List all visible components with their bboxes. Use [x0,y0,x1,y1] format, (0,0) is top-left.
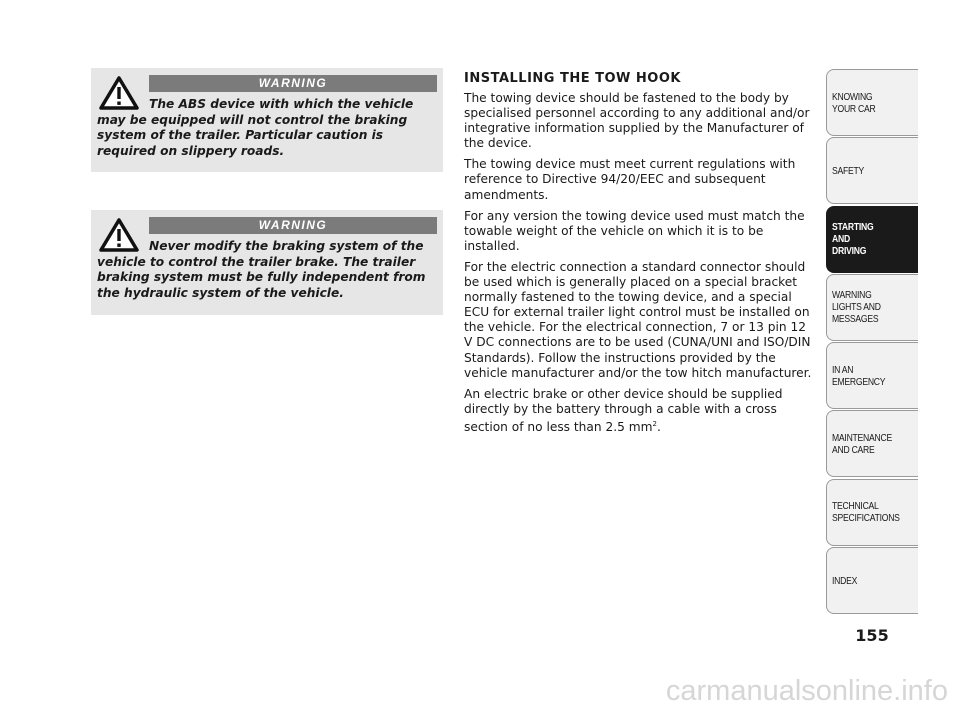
tab-maintenance[interactable] [826,410,918,477]
tab-safety[interactable] [826,137,918,204]
tab-label: INDEX [832,574,858,587]
warning-box-abs [91,68,443,172]
warning-header: WARNING [149,217,437,234]
tab-label: STARTING AND DRIVING [832,221,874,258]
tab-index[interactable] [826,547,918,614]
tab-warning-lights[interactable] [826,274,918,341]
watermark: carmanualsonline.info [665,675,948,707]
paragraph: The towing device must meet current regulations with reference to Directive 94/20/EEC and subsequent amendments. [464,157,796,202]
paragraph: For the electric connection a standard connector should be used which is generally placed on a special bracket normally fastened to the towing device, and a special ECU for external trailer light control must be installed on the vehicle. For the electrical connection, 7 or 13 pin 12 V DC connections are to be used (CUNA/UNI and ISO/DIN Standards). Follow the instructions provided by the vehicle manufacturer and/or the tow hitch manufacturer. [464,259,812,380]
tab-label: KNOWING YOUR CAR [832,90,876,115]
tab-label: MAINTENANCE AND CARE [832,431,892,456]
tab-label: TECHNICAL SPECIFICATIONS [832,500,900,525]
warning-box-trailer-brake [91,210,443,315]
paragraph: The towing device should be fastened to the body by specialised personnel according to any additional and/or integrative information supplied by the Manufacturer of the device. [464,91,810,151]
paragraph-text: An electric brake or other device should be supplied directly by the battery through a cable with a cross section of no less than 2.5 mm [464,386,783,434]
section-title: INSTALLING THE TOW HOOK [464,71,681,86]
warning-header: WARNING [149,75,437,92]
tab-label: IN AN EMERGENCY [832,363,886,388]
tow-hook-section [464,71,816,441]
warning-text: Never modify the braking system of the vehicle to control the trailer brake. The trailer braking system must be fully independent from the hydraulic system of the vehicle. [97,239,426,300]
tab-technical-specifications[interactable] [826,479,918,546]
tab-in-an-emergency[interactable] [826,342,918,409]
page-number: 155 [855,626,889,645]
paragraph: For any version the towing device used must match the towable weight of the vehicle on which it is to be installed. [464,208,805,253]
superscript: 2 [652,419,657,428]
tab-label: WARNING LIGHTS AND MESSAGES [832,289,881,326]
tab-label: SAFETY [832,164,865,177]
tab-knowing-your-car[interactable] [826,69,918,136]
warning-text: The ABS device with which the vehicle may be equipped will not control the braking system of the trailer. Particular caution is required on slippery roads. [97,97,414,158]
chapter-tabs [826,69,918,615]
paragraph-end: . [656,419,661,434]
paragraph-last [464,387,816,435]
tab-starting-and-driving[interactable] [826,206,918,273]
